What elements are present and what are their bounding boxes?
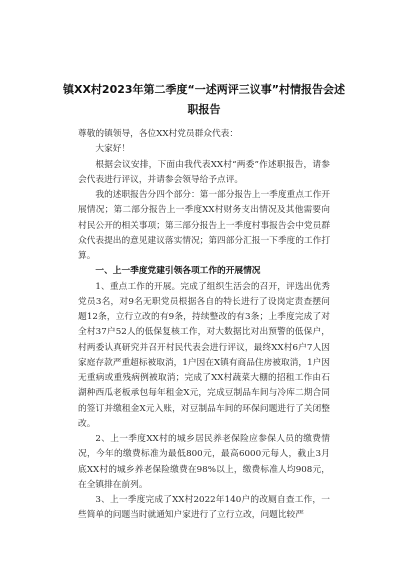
salutation: 尊敬的镇领导，各位XX村党员群众代表： (78, 129, 239, 139)
section-heading: 一、上一季度党建引领各项工作的开展情况 (95, 266, 261, 277)
greeting: 大家好！ (95, 144, 131, 155)
work-item-1: 1、重点工作的开展。完成了组织生活会的召开，评选出优秀党员3名，对9名无职党员根据各自的特长进行了设岗定责查摆问题12条，立行立改的有9条，持续整改的有3条；上季度完成了对全村37户52人的低保复核工作，对大数据比对出预警的低保户，村两委认真研究并召开村民代表会进行评议，最终XX村6户7人因家庭存款严重超标被取消，1户因在X镇有商品住房被取消，1户因无重病或重残病例被取消；完成了XX村蔬菜大棚的招租工作由石湖种西瓜老板承包每年租金X元，完成豆制品车间与冷库二期合同的签订并缴租金X元入账，对豆制品车间的环保问题进行了关闭整改。 (78, 281, 330, 429)
document-title: 镇XX村2023年第二季度“一述两评三议事”村情报告会述职报告 (62, 83, 346, 116)
outline-paragraph: 我的述职报告分四个部分：第一部分报告上一季度重点工作开展情况；第二部分报告上一季度XX村财务支出情况及其他需要向村民公开的相关事项；第三部分报告上一季度村事报告会中党员群众代表提出的意见建议落实情况；第四部分汇报一下季度的工作打算。 (78, 190, 330, 261)
intro-paragraph: 根据会议安排，下面由我代表XX村“两委”作述职报告，请参会代表进行评议，并请参会领导给予点评。 (78, 159, 330, 185)
document-body (78, 127, 330, 524)
work-item-2: 2、上一季度XX村的城乡居民养老保险应参保人员的缴费情况，今年的缴费标准为最低800元，最高6000元每人，截止3月底XX村的城乡养老保险缴费在98%以上，缴费标准人均908元，在全镇排在前列。 (78, 434, 330, 490)
work-item-3: 3、上一季度完成了XX村2022年140户的改厕自查工作，一些简单的问题当时就通知户家进行了立行立改，问题比较严 (78, 495, 330, 521)
